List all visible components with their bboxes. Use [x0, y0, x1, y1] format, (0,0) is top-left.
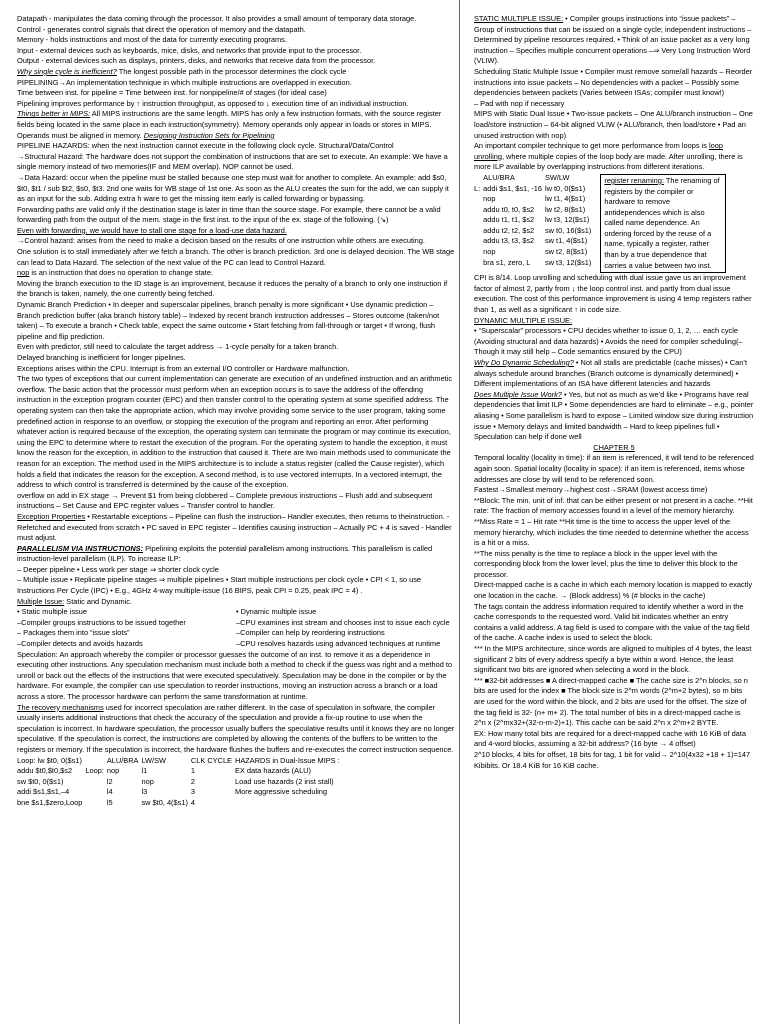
- paragraph: Control - generates control signals that direct the operation of memory and the datapath.: [17, 24, 306, 34]
- paragraph: Even with predictor, still need to calculate the target address → 1-cycle penalty for a taken branch.: [17, 342, 339, 352]
- paragraph: Temporal locality (locality in time): if an item is referenced, it will tend to be referenced again soon. Spatial locality (locality in space): if an item is referenced, items whose addresses are close by will tend to be referenced soon.: [474, 453, 754, 484]
- right-column: [474, 14, 754, 771]
- table-row: [474, 215, 594, 226]
- paragraph: [17, 67, 455, 78]
- column-divider: [459, 0, 460, 1024]
- table-cell: SW/LW: [544, 172, 570, 182]
- table-cell: [474, 194, 483, 205]
- paragraph: Forwarding paths are valid only if the destination stage is later in time than the source stage. For example, there cannot be a valid forwarding path from the output of the mem. stage in the first inst. to the input of the ex. stage of the following. (↘): [17, 204, 441, 225]
- list-item: –CPU examines inst stream and chooses inst to issue each cycle: [236, 617, 450, 627]
- table-cell: lw t2, 8($s1): [544, 204, 586, 214]
- text: All MIPS instructions are the same length. MIPS has only a few instruction formats, with the source register fields being located in the same place in each instruction(symmetry). Memory operands only appear in loads or stores in MIPS. Operands must be aligned in memory.: [17, 109, 442, 140]
- issue-comparison: [17, 607, 455, 649]
- table-cell: [474, 173, 483, 184]
- list-item: –Compiler detects and avoids hazards: [17, 639, 143, 649]
- text: The longest possible path in the processor determines the clock cycle: [116, 66, 347, 76]
- list-item: • Dynamic multiple issue: [236, 607, 317, 617]
- table-cell: nop: [106, 766, 120, 776]
- table-cell: [85, 787, 107, 798]
- table-row: [17, 777, 343, 788]
- text: used for incorrect speculation are rather different. In the case of speculation in software, the compiler usually inserts additional instructions that check the accuracy of the speculation and provide a fix-up routine to use when the speculation is incorrect. In hardware speculation, the processor usually buffers the speculative results until it knows they are no longer speculative. If the speculation is correct, the instructions are completed by allowing the contents of the buffers to be written to the registers or memory. If the speculation is incorrect, the hardware flushes the buffers and re-executes the correct instruction sequence.: [17, 702, 455, 754]
- list-item: –Compiler can help by reordering instructions: [236, 628, 385, 638]
- table-cell: l1: [141, 766, 148, 776]
- paragraph: overflow on add in EX stage → Prevent $1 from being clobbered – Complete previous instructions – Flush add and subsequent instructions – Set Cause and EPC register values – Transfer control to handler.: [17, 490, 433, 511]
- table-cell: More aggressive scheduling: [234, 787, 328, 797]
- table-cell: sw t0, 16($s1): [544, 225, 592, 235]
- paragraph: PIPELINE HAZARDS: when the next instruction cannot execute in the following clock cycle. Structural/Data/Control: [17, 141, 394, 151]
- table-cell: addu t2, t2, $s2: [483, 225, 535, 235]
- heading: Multiple Issue:: [17, 596, 65, 606]
- paragraph: Input - external devices such as keyboards, mice, disks, and networks that provide input to the processor.: [17, 45, 362, 55]
- dynamic-issue-list: [236, 607, 455, 649]
- table-cell: [474, 247, 483, 258]
- table-cell: EX data hazards (ALU): [234, 766, 311, 776]
- heading: STATIC MULTIPLE ISSUE:: [474, 14, 564, 23]
- table-cell: sw $t0, 4($s1): [141, 797, 188, 807]
- table-cell: L:: [474, 183, 481, 193]
- table-cell: Loop: lw $t0, 0($s1): [17, 755, 82, 765]
- table-cell: [85, 756, 107, 767]
- paragraph: Delayed branching is inefficient for longer pipelines.: [17, 353, 186, 362]
- table-row: [474, 173, 594, 184]
- table-cell: sw $t0, 0($s1): [17, 776, 64, 786]
- paragraph: Output - external devices such as displays, printers, disks, and networks that receive data from the processor.: [17, 56, 376, 66]
- paragraph: One solution is to stall immediately after we fetch a branch. The other is branch prediction. 3rd one is delayed decision. The WB stage can lead to Data Hazard. The selection of the next value of the PC can lead to Control Hazard.: [17, 247, 455, 267]
- table-cell: 3: [190, 787, 196, 797]
- paragraph: Scheduling Static Multiple Issue • Compiler must remove some/all hazards – Reorder instructions into issue packets – No dependencies with a packet – Possibly some dependencies between packets (Varies between ISAs; compiler must know!): [474, 66, 753, 98]
- paragraph: PIPELINING→An implementation technique in which multiple instructions are overlapped in execution.: [17, 77, 352, 87]
- paragraph: – Pad with nop if necessary: [474, 98, 565, 108]
- table-cell: sw t2, 8($s1): [544, 247, 588, 257]
- table-cell: [474, 205, 483, 216]
- heading: loop unrolling: [474, 141, 723, 161]
- paragraph: Dynamic Branch Prediction • In deeper and superscalar pipelines, branch penalty is more significant • Use dynamic prediction – Branch prediction buffer (aka branch history table) – Indexed by recent branch instruction addresses – Stores outcome (taken/not taken) – To execute a branch • Check table, expect the same outcome • Start fetching from fall-through or target • If wrong, flush pipeline and flip prediction.: [17, 300, 440, 341]
- table-cell: l5: [106, 797, 113, 807]
- table-row: [474, 247, 594, 258]
- paragraph: Even with forwarding, we would have to stall one stage for a load-use data hazard.: [17, 225, 287, 235]
- table-row: [474, 184, 594, 195]
- paragraph: [474, 358, 754, 390]
- table-cell: nop: [483, 247, 496, 257]
- table-cell: ALU/BRA: [483, 172, 515, 182]
- paragraph: – Deeper pipeline • Less work per stage ⇒ shorter clock cycle: [17, 564, 219, 574]
- table-cell: LW/SW: [141, 755, 166, 765]
- table-row: [17, 798, 343, 809]
- table-cell: CLK CYCLE: [190, 755, 232, 765]
- table-cell: addi $s1,$s1,–4: [17, 787, 70, 797]
- table-row: [474, 258, 594, 269]
- paragraph: *** ■32-bit addresses ■ A direct-mapped cache ■ The cache size is 2^n blocks, so n bits are used for the index ■ The block size is 2^m words (2^m+2 bytes), so m bits are used for the word within the block, and 2 bits are used for the offset. The size of the tag field is 32- (n+ m+ 2). The total number of bits in a direct-mapped cache is 2^n x (2^mx32+(32-n-m-2)+1). This cache can be said 2^n x 2^m+2 BYTE.: [474, 675, 748, 728]
- paragraph: [474, 141, 754, 173]
- paragraph: – Multiple issue • Replicate pipeline stages ⇒ multiple pipelines • Start multiple instructions per clock cycle • CPI < 1, so use Instructions Per Cycle (IPC) • E.g., 4GHz 4-way multiple-issue (16 BIPS, peak CPI = 0.25, peak IPC = 4) .: [17, 575, 421, 596]
- table-cell: [474, 226, 483, 237]
- table-cell: nop: [141, 776, 154, 786]
- table-row: [474, 236, 594, 247]
- table-cell: Load use hazards (2 inst stall): [234, 776, 334, 786]
- text: The renaming of registers by the compiler or hardware to remove antidependences which is also called name dependence. An ordering forced by the reuse of a name, typically a register, rather than by a true dependence that carries a value between two inst.: [604, 175, 720, 270]
- paragraph: The tags contain the address information required to identify whether a word in the cache corresponds to the requested word. Valid bit indicates whether an entry contains a valid address. A tag field is used to compare with the value of the tag field of the cache. A cache index is used to select the block.: [474, 601, 750, 643]
- text: is an instruction that does no operation to change state.: [29, 268, 213, 278]
- paragraph: The two types of exceptions that our current implementation can generate are execution of an undefined instruction and an arithmetic overflow. The basic action that the processor must perform when an exception occurs is to save the address of the offending instruction in the exception program counter (EPC) and then transfer control to the operating system at some specified address. The operating system can then take the appropriate action, which may involve providing some service to the user program, taking some predefined action in response to an overflow, or stopping the execution of the program and reporting an error. After performing whatever action is required because of the exception, the operating system can terminate the program or may continue its execution, using the EPC to determine where to restart the execution of the program. For the operating system to handle the exception, it must know the reason for the exception, in addition to the instruction that caused it. There are two main methods used to communicate the reason for an exception. The method used in the MIPS architecture is to include a status register (called the Cause register), which holds a field that indicates the reason for the exception. A second method, is to use vectored interrupts. In a vectored interrupt, the address to which control is transferred is determined by the cause of the exception.: [17, 374, 453, 490]
- paragraph: EX: How many total bits are required for a direct-mapped cache with 16 KiB of data and 4-word blocks, assuming a 32-bit address? (16 byte → 4 offset): [474, 728, 746, 749]
- loop-schedule-table: [17, 756, 343, 809]
- table-cell: sw t1, 4($s1): [544, 236, 588, 246]
- static-issue-list: [17, 607, 236, 649]
- register-renaming-box: [600, 174, 726, 273]
- left-column: [17, 14, 455, 809]
- table-cell: addu $t0,$t0,$s2: [17, 766, 73, 776]
- text: , where multiple copies of the loop body are made. After unrolling, there is more ILP available by overlapping instructions from different iterations.: [474, 151, 743, 172]
- heading: Things better in MIPS:: [17, 109, 91, 119]
- paragraph: Speculation: An approach whereby the compiler or processor guesses the outcome of an inst. to remove it as a dependence in executing other instructions. Any speculation mechanism must include both a method to check if the guess was right and a method to unroll or back out the effects of the instructions that were executed speculatively. Speculation may be done in the compiler or by the hardware. For example, the compiler can use speculation to reorder instructions, moving an instruction across a branch or a load across a store. The processor hardware can perform the same transformation at runtime.: [17, 649, 453, 701]
- table-cell: 4: [190, 797, 196, 807]
- paragraph: →Structural Hazard: The hardware does not support the combination of instructions that are set to execute. An example: We have a single memory instead of two memories(IF and MEM overlap). NOP cannot be used.: [17, 151, 448, 172]
- table-row: [474, 205, 594, 216]
- table-cell: l3: [141, 787, 148, 797]
- paragraph: CPI is 8/14. Loop unrolling and scheduling with dual issue gave us an improvement factor of almost 2, partly from ↓ the loop control inst. and partly from dual issue execution. The cost of this performance improvement is using 4 temp registers rather than 1, as well as a significant ↑ in code size.: [474, 273, 752, 315]
- table-row: [17, 756, 343, 767]
- paragraph: 2^10 blocks, 4 bits for offset, 18 bits for tag, 1 bit for valid→ 2^10(4x32 +18 + 1)=147 Kibibits. Or 18.4 KiB for 16 KiB cache.: [474, 749, 751, 770]
- text: Pipelining exploits the potential parallelism among instructions. This parallelism is called instruction-level parallelism (ILP). To increase ILP:: [17, 543, 433, 564]
- table-row: [17, 766, 343, 777]
- heading: Designing Instruction Sets for Pipelining: [143, 130, 275, 140]
- unrolled-loop-table: [474, 173, 594, 268]
- paragraph: • “Superscalar” processors • CPU decides whether to issue 0, 1, 2, … each cycle (Avoiding structural and data hazards) • Avoids the need for compiler scheduling(– Though it may still help – Code semantics ensured by the CPU): [474, 326, 743, 357]
- paragraph: Memory - holds instructions and most of the data for currently executing programs.: [17, 35, 287, 45]
- heading: Why Do Dynamic Scheduling?: [474, 358, 574, 367]
- chapter-heading: CHAPTER 5: [593, 442, 635, 452]
- paragraph: [17, 109, 455, 141]
- list-item: –CPU resolves hazards using advanced techniques at runtime: [236, 639, 441, 649]
- table-cell: bra s1, zero, L: [483, 257, 531, 267]
- text: • Not all stalls are predictable (cache misses) • Can’t always schedule around branches (Branch outcome is dynamically determined) • Different implementations of an ISA have different latencies and hazards: [474, 358, 747, 389]
- heading: The recovery mechanisms: [17, 702, 104, 712]
- heading: nop: [17, 268, 30, 278]
- table-cell: [474, 236, 483, 247]
- text: • Compiler groups instructions into “issue packets” – Group of instructions that can be issued on a single cycle; independent instructions – Determined by pipeline resources required. • Think of an issue packet as a very long instruction – Specifies multiple concurrent operations –⇒ Very Long Instruction Word (VLIW).: [474, 14, 752, 66]
- table-cell: addu t1, t1, $s2: [483, 215, 535, 225]
- table-row: [17, 787, 343, 798]
- table-cell: lw t1, 4($s1): [544, 194, 586, 204]
- table-cell: addu t3, t3, $s2: [483, 236, 535, 246]
- table-cell: lw t0, 0($s1): [544, 183, 586, 193]
- table-cell: l2: [106, 776, 113, 786]
- paragraph: Moving the branch execution to the ID stage is an improvement, because it reduces the penalty of a branch to only one instruction if the branch is taken, namely, the one currently being fetched.: [17, 278, 448, 299]
- paragraph: Direct-mapped cache is a cache in which each memory location is mapped to exactly one location in the cache. → (Block address) % (# blocks in the cache): [474, 580, 753, 601]
- table-cell: [474, 215, 483, 226]
- paragraph: MIPS with Static Dual Issue • Two-issue packets – One ALU/branch instruction – One load/store instruction – 64-bit aligned VLIW (• ALU/branch, then load/store • Pad an unused instruction with nop): [474, 109, 753, 140]
- table-cell: 2: [190, 776, 196, 786]
- paragraph: Fastest→Smallest memory→highest cost→SRAM (lowest access time): [474, 485, 708, 495]
- list-item: • Static multiple issue: [17, 607, 87, 617]
- text: Static and Dynamic.: [64, 596, 133, 606]
- table-cell: HAZARDS in Dual-Issue MIPS :: [234, 755, 340, 765]
- table-cell: [474, 258, 483, 269]
- paragraph: [17, 597, 455, 608]
- table-cell: Loop:: [85, 766, 104, 776]
- paragraph: [17, 268, 455, 279]
- table-cell: ALU/BRA: [106, 755, 139, 765]
- text: • Restartable exceptions – Pipeline can flush the instruction– Handler executes, then returns to theinstruction. - Refetched and executed from scratch • PC saved in EPC register – Identifies causing instruction – Actually PC + 4 is saved - Handler must adjust.: [17, 511, 452, 543]
- table-cell: lw t3, 12($s1): [544, 215, 590, 225]
- list-item: –Compiler groups instructions to be issued together: [17, 617, 186, 627]
- table-cell: nop: [483, 194, 496, 204]
- text: An important compiler technique to get more performance from loops is: [474, 141, 709, 151]
- list-item: – Packages them into “issue slots”: [17, 628, 130, 638]
- table-cell: addu t0, t0, $s2: [483, 204, 535, 214]
- table-cell: addi $s1, $s1, -16: [483, 183, 542, 193]
- paragraph: Pipelining improves performance by ↑ instruction throughput, as opposed to ↓ execution time of an individual instruction.: [17, 98, 409, 108]
- paragraph: **Block: The min. unit of inf. that can be either present or not present in a cache. **Hit rate: The fraction of memory accesses found in a level of the memory hierarchy. **Miss Rate = 1 – Hit rate **Hit time is the time to access the upper level of the memory hierarchy, which includes the time needed to determine whether the access is a hit or a miss.: [474, 495, 753, 548]
- table-cell: bne $s1,$zero,Loop: [17, 797, 83, 807]
- paragraph: [17, 544, 455, 565]
- heading: register renaming:: [604, 175, 664, 185]
- table-cell: sw t3, 12($s1): [544, 257, 592, 267]
- paragraph: *** In the MIPS architecture, since words are aligned to multiples of 4 bytes, the least significant 2 bits of every address specify a byte within a word. Hence, the least significant two bits are ignored when selecting a word in the block.: [474, 644, 752, 675]
- paragraph: Time between inst. for pipeline = Time between inst. for nonpipeline/# of stages (for ideal case): [17, 88, 327, 98]
- paragraph: →Control hazard: arises from the need to make a decision based on the results of one instruction while others are executing.: [17, 236, 425, 246]
- paragraph: [17, 512, 455, 544]
- table-cell: l4: [106, 787, 113, 797]
- paragraph: Datapath - manipulates the data coming through the processor. It also provides a small amount of temporary data storage.: [17, 14, 417, 23]
- text: • Yes, but not as much as we’d like • Programs have real dependencies that limit ILP • Some dependencies are hard to eliminate – e.g., pointer aliasing • Some parallelism is hard to expose – Limited window size during instruction issue • Memory delays and limited bandwidth – Hard to keep pipelines full • Speculation can help if done well: [474, 389, 754, 442]
- heading: PARALLELISM VIA INSTRUCTIONS:: [17, 543, 144, 553]
- table-row: [474, 226, 594, 237]
- table-cell: [85, 798, 107, 809]
- paragraph: [474, 390, 754, 443]
- paragraph: **The miss penalty is the time to replace a block in the upper level with the corresponding block from the lower level, plus the time to deliver this block to the processor.: [474, 548, 738, 579]
- paragraph: [17, 703, 455, 756]
- table-cell: 1: [190, 766, 196, 776]
- heading: Exception Properties: [17, 511, 86, 521]
- paragraph: →Data Hazard: occur when the pipeline must be stalled because one step must wait for another to complete. An example: add $s0, $t0, $t1 / sub $t2, $s0, $t3. 2nd one waits for WB stage of 1st one. As soon as the ALU creates the sum for the add, we can supply it as an input for the sub. Adding extra h ware to get the missing item early is called forwarding or bypassing.: [17, 172, 449, 204]
- table-cell: [85, 777, 107, 788]
- heading: Does Multiple Issue Work?: [474, 389, 562, 399]
- table-row: [474, 194, 594, 205]
- paragraph: [474, 14, 754, 67]
- unrolled-loop-section: [474, 173, 754, 273]
- paragraph: Exceptions arises within the CPU. Interrupt is from an external I/O controller or Hardware malfunction.: [17, 363, 350, 373]
- heading: DYNAMIC MULTIPLE ISSUE:: [474, 315, 573, 325]
- table-cell: [235, 798, 343, 809]
- heading: Why single cycle is inefficient?: [17, 66, 117, 76]
